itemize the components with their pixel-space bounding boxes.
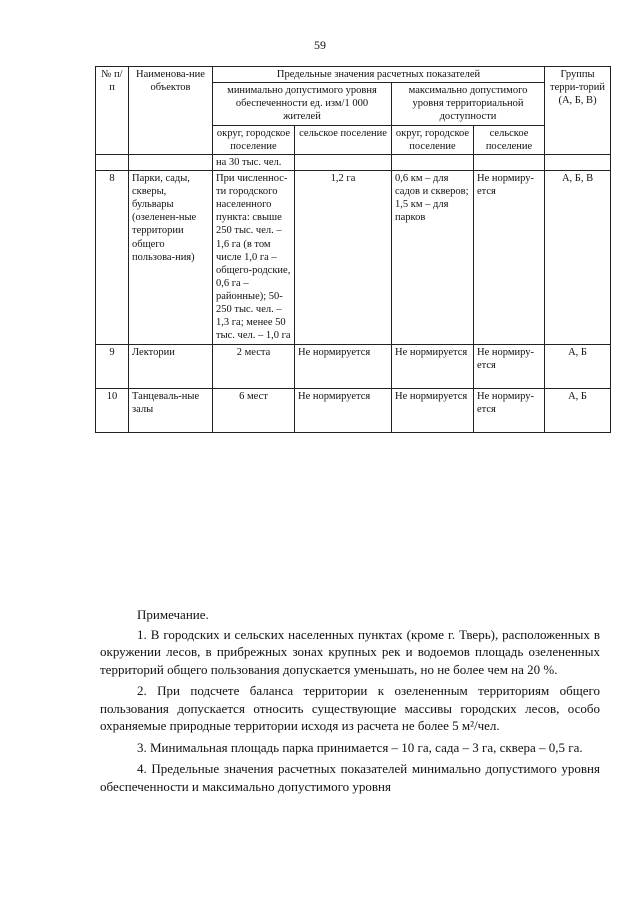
row-name: Лектории — [129, 344, 213, 388]
header-urban-2: округ, городское поселение — [392, 125, 474, 154]
table-row — [96, 344, 611, 388]
limit-values-table — [95, 66, 611, 433]
row-max-urban: Не нормируется — [392, 388, 474, 432]
header-limit-values: Предельные значения расчетных показателей — [213, 67, 545, 83]
carry-over-row — [96, 154, 611, 170]
table-row — [96, 388, 611, 432]
row-max-rural: Не нормиру-ется — [474, 170, 545, 344]
row-num: 9 — [96, 344, 129, 388]
row-groups: А, Б — [545, 388, 611, 432]
carry-over-text: на 30 тыс. чел. — [213, 154, 295, 170]
header-rural: сельское поселение — [295, 125, 392, 154]
header-min-level: минимально допустимого уровня обеспеченности ед. изм/1 000 жителей — [213, 83, 392, 125]
row-max-rural: Не нормиру-ется — [474, 388, 545, 432]
row-min-rural: Не нормируется — [295, 344, 392, 388]
row-groups: А, Б — [545, 344, 611, 388]
header-groups: Группы терри-торий (А, Б, В) — [545, 67, 611, 155]
notes-title: Примечание. — [137, 607, 209, 622]
header-row-1 — [96, 67, 611, 83]
row-groups: А, Б, В — [545, 170, 611, 344]
row-name: Танцеваль-ные залы — [129, 388, 213, 432]
row-num: 8 — [96, 170, 129, 344]
row-name: Парки, сады, скверы, бульвары (озеленен-ные территории общего пользова-ния) — [129, 170, 213, 344]
row-min-urban: 6 мест — [213, 388, 295, 432]
header-urban: округ, городское поселение — [213, 125, 295, 154]
header-max-level: максимально допустимого уровня территориальной доступности — [392, 83, 545, 125]
table-row — [96, 170, 611, 344]
row-max-rural: Не нормиру-ется — [474, 344, 545, 388]
header-rural-2: сельское поселение — [474, 125, 545, 154]
page-number: 59 — [314, 38, 326, 52]
row-min-rural: 1,2 га — [295, 170, 392, 344]
note-item: 3. Минимальная площадь парка принимается – 10 га, сада – 3 га, сквера – 0,5 га. — [137, 739, 583, 755]
header-name: Наименова-ние объектов — [129, 67, 213, 155]
note-item: 4. Предельные значения расчетных показателей минимально допустимого уровня обеспеченности и максимально допустимого уровня — [100, 761, 600, 794]
note-item: 2. При подсчете баланса территории к озелененным территориям общего пользования допускается относить существующие массивы городских лесов, особо охраняемые природные территории исходя из расчета не более 5 м²/чел. — [100, 683, 600, 733]
row-min-urban: При численнос-ти городского населенного пункта: свыше 250 тыс. чел. – 1,6 га (в том числе 1,0 га – общего-родские, 0,6 га – районные); 50-250 тыс. чел. – 1,3 га; менее 50 тыс. чел. – 1,0 га — [213, 170, 295, 344]
note-item: 1. В городских и сельских населенных пунктах (кроме г. Тверь), расположенных в окружении лесов, в прибрежных зонах крупных рек и водоемов площадь озелененных территорий общего пользования допускается уменьшать, но не более чем на 20 %. — [100, 626, 600, 677]
row-min-urban: 2 места — [213, 344, 295, 388]
row-num: 10 — [96, 388, 129, 432]
row-max-urban: 0,6 км – для садов и скверов; 1,5 км – для парков — [392, 170, 474, 344]
row-max-urban: Не нормируется — [392, 344, 474, 388]
notes-section — [100, 606, 600, 799]
header-num: № п/п — [96, 67, 129, 155]
row-min-rural: Не нормируется — [295, 388, 392, 432]
